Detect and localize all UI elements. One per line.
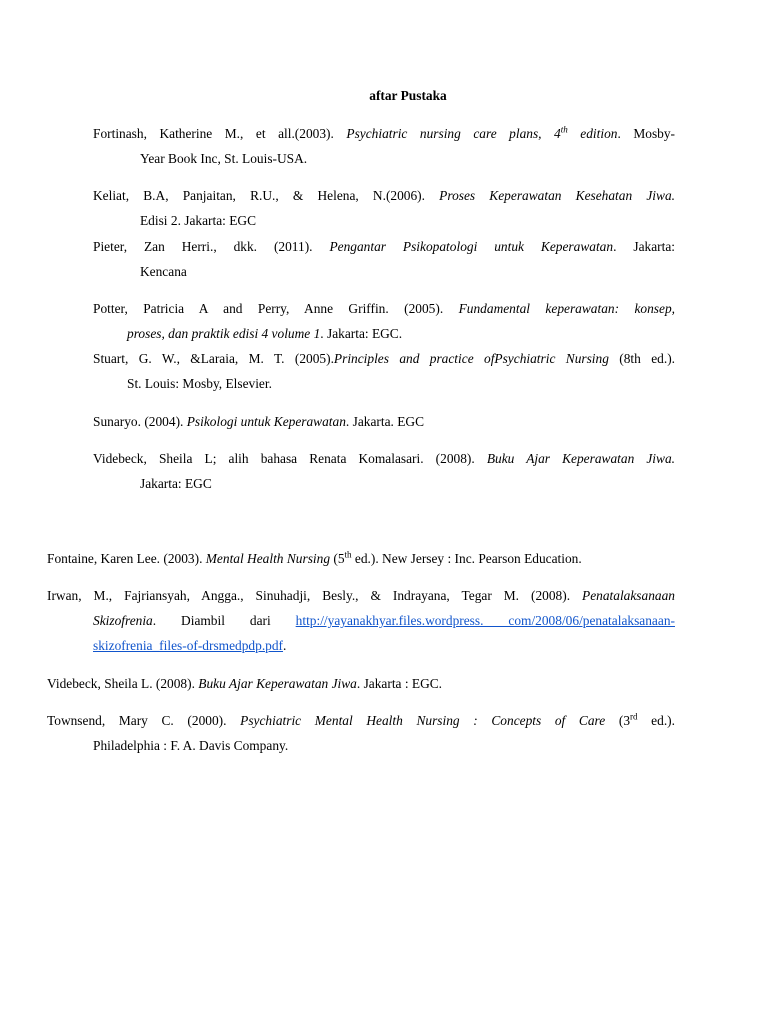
reference-link-continued[interactable]: skizofrenia_files-of-drsmedpdp.pdf xyxy=(93,638,284,653)
reference-irwan: Irwan, M., Fajriansyah, Angga., Sinuhadji, Besly., & Indrayana, Tegar M. (2008). Penatalaksanaan Skizofrenia. Diambil dari http://yayanakhyar.files.wordpress. com/2008/06/penatalaksanaan- skizofrenia_files-of-drsmedpdp.pdf. xyxy=(47,588,675,653)
reference-link[interactable]: http://yayanakhyar.files.wordpress. com/2008/06/penatalaksanaan- xyxy=(295,613,675,628)
reference-sunaryo: Sunaryo. (2004). Psikologi untuk Keperawatan. Jakarta. EGC xyxy=(93,414,425,429)
reference-stuart: Stuart, G. W., &Laraia, M. T. (2005).Principles and practice ofPsychiatric Nursing (8th ed.). St. Louis: Mosby, Elsevier. xyxy=(93,351,676,391)
page-title: aftar Pustaka xyxy=(369,88,447,103)
reference-pieter: Pieter, Zan Herri., dkk. (2011). Pengantar Psikopatologi untuk Keperawatan. Jakarta: Kencana xyxy=(93,239,675,279)
reference-townsend: Townsend, Mary C. (2000). Psychiatric Mental Health Nursing : Concepts of Care (3rd ed.). Philadelphia : F. A. Davis Company. xyxy=(47,711,675,753)
reference-fortinash: Fortinash, Katherine M., et all.(2003). Psychiatric nursing care plans, 4th edition. Mosby- Year Book Inc, St. Louis-USA. xyxy=(93,124,676,166)
reference-keliat: Keliat, B.A, Panjaitan, R.U., & Helena, N.(2006). Proses Keperawatan Kesehatan Jiwa. Edisi 2. Jakarta: EGC xyxy=(93,188,675,228)
reference-videbeck-komalasari: Videbeck, Sheila L; alih bahasa Renata Komalasari. (2008). Buku Ajar Keperawatan Jiwa. Jakarta: EGC xyxy=(93,451,675,491)
reference-videbeck: Videbeck, Sheila L. (2008). Buku Ajar Keperawatan Jiwa. Jakarta : EGC. xyxy=(47,676,443,691)
reference-fontaine: Fontaine, Karen Lee. (2003). Mental Health Nursing (5th ed.). New Jersey : Inc. Pearson Education. xyxy=(47,549,582,566)
reference-potter: Potter, Patricia A and Perry, Anne Griffin. (2005). Fundamental keperawatan: konsep, proses, dan praktik edisi 4 volume 1. Jakarta: EGC. xyxy=(93,301,675,341)
